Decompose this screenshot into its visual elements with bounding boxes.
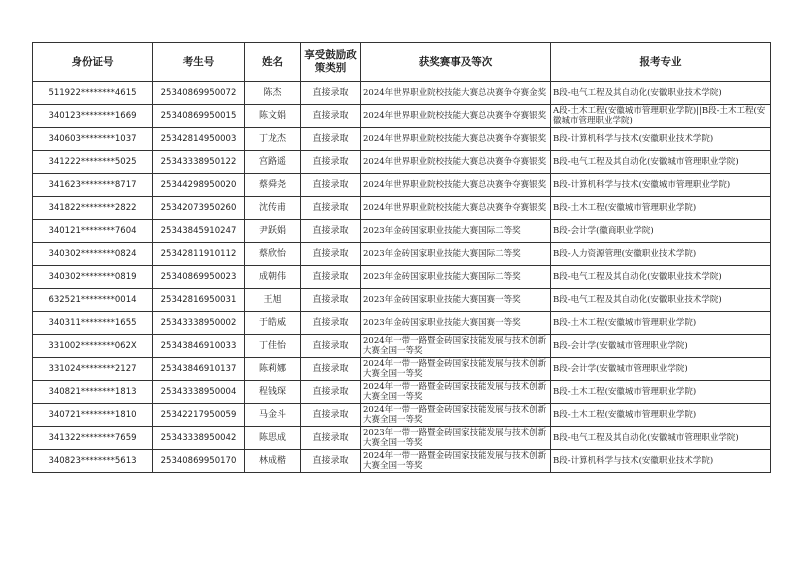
cell-name: 蔡欣怡	[245, 243, 301, 266]
table-row	[33, 450, 771, 473]
cell-exam-no: 25343338950002	[153, 312, 245, 335]
cell-id: 632521********0014	[33, 289, 153, 312]
cell-id: 331024********2127	[33, 358, 153, 381]
cell-award: 2024年世界职业院校技能大赛总决赛争夺赛金奖	[361, 82, 551, 105]
header-major: 报考专业	[551, 43, 771, 82]
cell-name: 于皓威	[245, 312, 301, 335]
cell-policy: 直接录取	[301, 82, 361, 105]
cell-major: A段-土木工程(安徽城市管理职业学院)||B段-土木工程(安徽城市管理职业学院)	[551, 105, 771, 128]
cell-name: 陈文娟	[245, 105, 301, 128]
cell-name: 丁龙杰	[245, 128, 301, 151]
cell-major: B段-会计学(徽商职业学院)	[551, 220, 771, 243]
cell-major: B段-电气工程及其自动化(安徽职业技术学院)	[551, 82, 771, 105]
cell-policy: 直接录取	[301, 105, 361, 128]
cell-exam-no: 25340869950170	[153, 450, 245, 473]
cell-award: 2024年一带一路暨金砖国家技能发展与技术创新大赛全国一等奖	[361, 404, 551, 427]
header-exam-no: 考生号	[153, 43, 245, 82]
cell-award: 2023年一带一路暨金砖国家技能发展与技术创新大赛全国一等奖	[361, 427, 551, 450]
cell-award: 2023年金砖国家职业技能大赛国际二等奖	[361, 266, 551, 289]
cell-name: 林成楷	[245, 450, 301, 473]
table-row	[33, 404, 771, 427]
cell-exam-no: 25342814950003	[153, 128, 245, 151]
cell-id: 340121********7604	[33, 220, 153, 243]
cell-award: 2024年世界职业院校技能大赛总决赛争夺赛银奖	[361, 128, 551, 151]
cell-name: 尹跃娟	[245, 220, 301, 243]
table-row	[33, 427, 771, 450]
cell-major: B段-电气工程及其自动化(安徽城市管理职业学院)	[551, 151, 771, 174]
cell-policy: 直接录取	[301, 243, 361, 266]
cell-name: 马金斗	[245, 404, 301, 427]
cell-policy: 直接录取	[301, 151, 361, 174]
cell-id: 340821********1813	[33, 381, 153, 404]
cell-policy: 直接录取	[301, 128, 361, 151]
cell-name: 陈莉娜	[245, 358, 301, 381]
cell-award: 2023年金砖国家职业技能大赛国赛一等奖	[361, 289, 551, 312]
cell-major: B段-电气工程及其自动化(安徽职业技术学院)	[551, 266, 771, 289]
cell-award: 2023年金砖国家职业技能大赛国赛一等奖	[361, 312, 551, 335]
table-row	[33, 312, 771, 335]
table-row	[33, 243, 771, 266]
cell-id: 511922********4615	[33, 82, 153, 105]
cell-id: 340302********0824	[33, 243, 153, 266]
table-row	[33, 174, 771, 197]
header-name: 姓名	[245, 43, 301, 82]
cell-major: B段-人力资源管理(安徽职业技术学院)	[551, 243, 771, 266]
cell-award: 2024年世界职业院校技能大赛总决赛争夺赛银奖	[361, 151, 551, 174]
table-row	[33, 381, 771, 404]
cell-award: 2024年一带一路暨金砖国家技能发展与技术创新大赛全国一等奖	[361, 381, 551, 404]
cell-id: 340123********1669	[33, 105, 153, 128]
cell-policy: 直接录取	[301, 450, 361, 473]
cell-major: B段-电气工程及其自动化(安徽职业技术学院)	[551, 289, 771, 312]
cell-exam-no: 25340869950023	[153, 266, 245, 289]
table-row	[33, 197, 771, 220]
cell-name: 陈杰	[245, 82, 301, 105]
cell-policy: 直接录取	[301, 312, 361, 335]
cell-id: 340721********1810	[33, 404, 153, 427]
table-row	[33, 358, 771, 381]
cell-major: B段-计算机科学与技术(安徽职业技术学院)	[551, 450, 771, 473]
cell-policy: 直接录取	[301, 289, 361, 312]
cell-exam-no: 25344298950020	[153, 174, 245, 197]
cell-name: 成朝伟	[245, 266, 301, 289]
cell-award: 2024年世界职业院校技能大赛总决赛争夺赛银奖	[361, 197, 551, 220]
table-body	[33, 82, 771, 473]
cell-name: 陈思成	[245, 427, 301, 450]
cell-major: B段-土木工程(安徽城市管理职业学院)	[551, 197, 771, 220]
cell-major: B段-土木工程(安徽城市管理职业学院)	[551, 312, 771, 335]
cell-award: 2024年一带一路暨金砖国家技能发展与技术创新大赛全国一等奖	[361, 450, 551, 473]
cell-policy: 直接录取	[301, 197, 361, 220]
cell-policy: 直接录取	[301, 381, 361, 404]
cell-exam-no: 25342073950260	[153, 197, 245, 220]
cell-award: 2023年金砖国家职业技能大赛国际二等奖	[361, 243, 551, 266]
cell-exam-no: 25342811910112	[153, 243, 245, 266]
cell-name: 丁佳怡	[245, 335, 301, 358]
cell-policy: 直接录取	[301, 266, 361, 289]
cell-exam-no: 25342217950059	[153, 404, 245, 427]
cell-name: 蔡舜尧	[245, 174, 301, 197]
table-row	[33, 128, 771, 151]
table-row	[33, 82, 771, 105]
cell-name: 宫路遥	[245, 151, 301, 174]
admission-table	[32, 42, 771, 473]
cell-major: B段-土木工程(安徽城市管理职业学院)	[551, 381, 771, 404]
cell-id: 340823********5613	[33, 450, 153, 473]
cell-award: 2024年世界职业院校技能大赛总决赛争夺赛银奖	[361, 174, 551, 197]
cell-policy: 直接录取	[301, 427, 361, 450]
table-row	[33, 151, 771, 174]
cell-id: 340603********1037	[33, 128, 153, 151]
cell-name: 王旭	[245, 289, 301, 312]
cell-exam-no: 25342816950031	[153, 289, 245, 312]
table-row	[33, 105, 771, 128]
table-row	[33, 335, 771, 358]
cell-id: 341822********2822	[33, 197, 153, 220]
cell-exam-no: 25343338950122	[153, 151, 245, 174]
table-row	[33, 266, 771, 289]
cell-major: B段-计算机科学与技术(安徽职业技术学院)	[551, 128, 771, 151]
table-row	[33, 220, 771, 243]
cell-award: 2024年世界职业院校技能大赛总决赛争夺赛银奖	[361, 105, 551, 128]
cell-major: B段-会计学(安徽城市管理职业学院)	[551, 358, 771, 381]
cell-major: B段-会计学(安徽城市管理职业学院)	[551, 335, 771, 358]
cell-award: 2023年金砖国家职业技能大赛国际二等奖	[361, 220, 551, 243]
cell-policy: 直接录取	[301, 358, 361, 381]
cell-major: B段-电气工程及其自动化(安徽城市管理职业学院)	[551, 427, 771, 450]
cell-exam-no: 25340869950015	[153, 105, 245, 128]
cell-award: 2024年一带一路暨金砖国家技能发展与技术创新大赛全国一等奖	[361, 335, 551, 358]
cell-exam-no: 25343338950042	[153, 427, 245, 450]
cell-id: 331002********062X	[33, 335, 153, 358]
cell-award: 2024年一带一路暨金砖国家技能发展与技术创新大赛全国一等奖	[361, 358, 551, 381]
header-id: 身份证号	[33, 43, 153, 82]
cell-name: 程钱琛	[245, 381, 301, 404]
header-award: 获奖赛事及等次	[361, 43, 551, 82]
cell-id: 341623********8717	[33, 174, 153, 197]
header-policy: 享受鼓励政策类别	[301, 43, 361, 82]
cell-policy: 直接录取	[301, 220, 361, 243]
cell-exam-no: 25340869950072	[153, 82, 245, 105]
cell-policy: 直接录取	[301, 404, 361, 427]
cell-major: B段-土木工程(安徽城市管理职业学院)	[551, 404, 771, 427]
cell-exam-no: 25343845910247	[153, 220, 245, 243]
table-row	[33, 289, 771, 312]
cell-id: 341322********7659	[33, 427, 153, 450]
cell-policy: 直接录取	[301, 174, 361, 197]
cell-id: 341222********5025	[33, 151, 153, 174]
cell-exam-no: 25343338950004	[153, 381, 245, 404]
cell-exam-no: 25343846910137	[153, 358, 245, 381]
cell-id: 340311********1655	[33, 312, 153, 335]
cell-major: B段-计算机科学与技术(安徽城市管理职业学院)	[551, 174, 771, 197]
table-header-row	[33, 43, 771, 82]
cell-policy: 直接录取	[301, 335, 361, 358]
cell-name: 沈传甫	[245, 197, 301, 220]
cell-exam-no: 25343846910033	[153, 335, 245, 358]
cell-id: 340302********0819	[33, 266, 153, 289]
